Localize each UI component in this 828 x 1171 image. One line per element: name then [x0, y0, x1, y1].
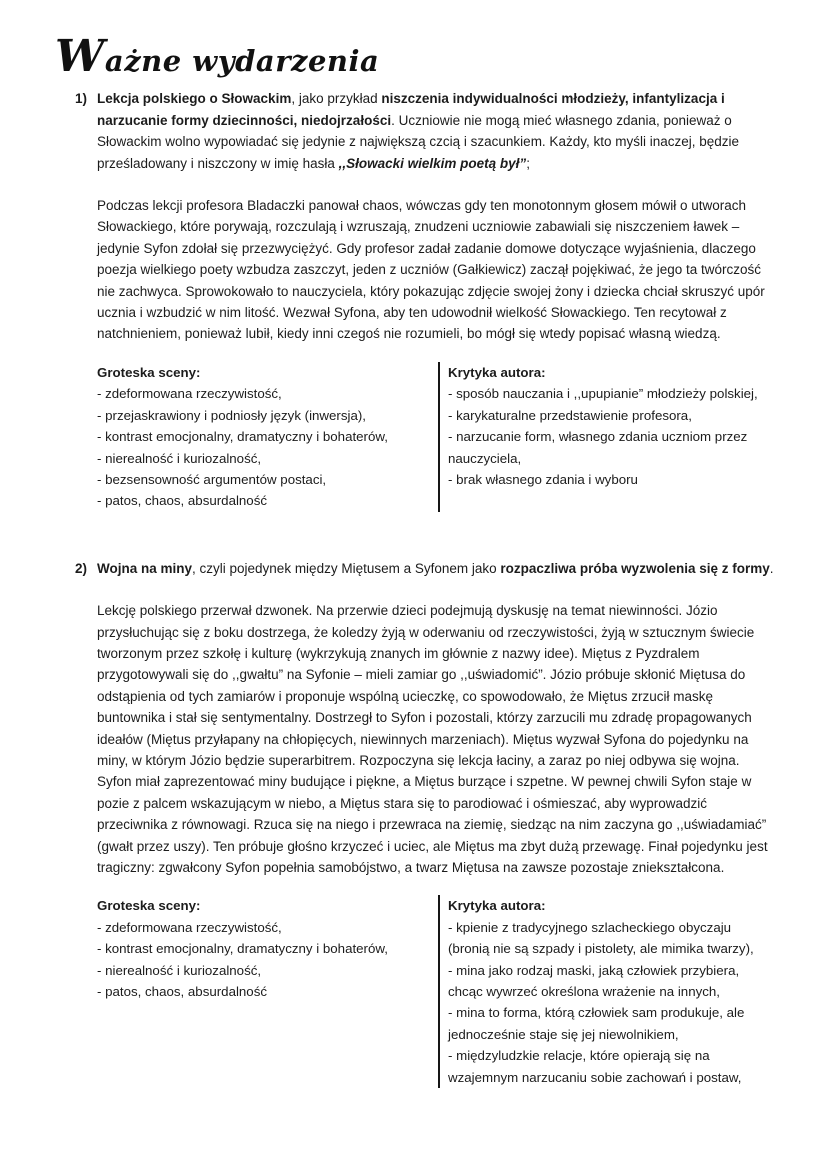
- event-item-1: [75, 88, 775, 511]
- document-title: Ważne wydarzenia: [55, 31, 380, 82]
- item-2-number: 2): [75, 560, 88, 576]
- list-item: - narzucanie form, własnego zdania uczniom przez nauczyciela,: [448, 429, 748, 466]
- criticism-column: [438, 895, 775, 1088]
- criticism-column: [438, 362, 775, 512]
- item-2-lead: [97, 558, 775, 579]
- item-1-lead: [97, 88, 775, 174]
- item-1-analysis-table: [97, 362, 775, 512]
- list-item: - kontrast emocjonalny, dramatyczny i bohaterów,: [97, 429, 388, 445]
- column-header: Groteska sceny:: [97, 364, 201, 380]
- list-item: - mina jako rodzaj maski, jaką człowiek przybiera, chcąc wywrzeć określona wrażenie na innych,: [448, 962, 740, 1000]
- text-segment: .: [769, 560, 774, 576]
- text-segment: ;: [526, 155, 530, 171]
- list-item: - przejaskrawiony i podniosły język (inwersja),: [97, 407, 366, 423]
- text-segment: Lekcja polskiego o Słowackim: [97, 91, 292, 107]
- text-segment: niszczenia indywidualności młodzieży, infantylizacja i narzucanie formy dziecinności, niedojrzałości: [97, 91, 725, 128]
- item-1-paragraph: Podczas lekcji profesora Bladaczki panował chaos, wówczas gdy ten monotonnym głosem mówił o utworach Słowackiego, które porywają, rozczulają i wzruszają, znudzeni uczniowie zabawiali się niszczeniem ławek – jedynie Syfon zdołał się przezwyciężyć. Gdy profesor zadał zadanie domowe dotyczące wyjaśnienia, dlaczego poezja wielkiego poety wzbudza zaszczyt, jeden z uczniów (Gałkiewicz) zaczął pojękiwać, że jego ta twórczość nie zachwyca. Sprowokowało to nauczyciela, który pokazując zdjęcie swojej żony i dziecka chciał skruszyć upór ucznia i wzbudzić w nim litość. Wezwał Syfona, aby ten udowodnił wielkość Słowackiego. Ten recytował z natchnieniem, ponieważ lubił, kiedy inni czegoś nie rozumieli, bo mógł się wtedy popisać własną wiedzą.: [97, 198, 765, 342]
- list-item: - karykaturalne przedstawienie profesora,: [448, 407, 692, 423]
- list-item: - mina to forma, którą człowiek sam produkuje, ale jednocześnie staje się jej niewolnikiem,: [448, 1005, 745, 1042]
- list-item: - kpienie z tradycyjnego szlacheckiego obyczaju (bronią nie są szpady i pistolety, ale mimika twarzy),: [448, 919, 754, 957]
- list-item: - bezsensowność argumentów postaci,: [97, 471, 327, 487]
- item-2-paragraph: Lekcję polskiego przerwał dzwonek. Na przerwie dzieci podejmują dyskusję na temat niewinności. Józio przysłuchując się z boku dostrzega, że koledzy żyją w oderwaniu od rzeczywistości, żyją w sztucznym świecie tworzonym przez szkołę i kulturę (wykrzykują znanych im głównie z nazwy idee). Miętus z Pyzdralem przygotowywali się do ,,gwałtu” na Syfonie – mieli zamiar go ,,uświadomić”. Józio próbuje skłonić Miętusa do odstąpienia od tych zamiarów i proponuje wspólną ucieczkę, co spowodowało, że Miętus zrzucił maskę buntownika i stał się sentymentalny. Dostrzegł to Syfon i pozostali, którzy zarzucili mu zdradę propagowanych ideałów (Miętus przyłapany na chłopięcych, niewinnych marzeniach). Miętus wyzwał Syfona do pojedynku na miny, w którym Józio będzie superarbitrem. Rozpoczyna się lekcja łaciny, a zaraz po niej odbywa się wojna. Syfon miał zaprezentować miny budujące i piękne, a Miętus burzące i szpetne. W pewnej chwili Syfon staje w pozie z palcem wskazującym w niebo, a Miętus stara się to parodiować i ośmieszać, aby wyprowadzić przeciwnika z równowagi. Rzuca się na niego i przewraca na ziemię, siedząc na nim zaczyna go ,,uświadamiać” (gwałt przez uszy). Ten próbuje głośno krzyczeć i uciec, ale Miętus ma zbyt dużą przewagę. Finał pojedynku jest tragiczny: zgwałcony Syfon popełnia samobójstwo, a twarz Miętusa na zawsze pozostaje zniekształcona.: [97, 603, 768, 875]
- column-header: Krytyka autora:: [448, 898, 546, 914]
- text-segment: . Uczniowie nie mogą mieć własnego zdania, ponieważ o Słowackim wolno wypowiadać się jedynie z największą czcią i szacunkiem. Każdy, kto myśli inaczej, będzie prześladowany i niszczony w imię hasła: [97, 112, 740, 171]
- text-segment: Wojna na miny: [97, 560, 193, 576]
- list-item: - nierealność i kuriozalność,: [97, 450, 262, 466]
- item-1-number: 1): [75, 91, 88, 107]
- column-header: Groteska sceny:: [97, 898, 201, 914]
- item-1-body: [97, 88, 775, 511]
- text-segment: , czyli pojedynek między Miętusem a Syfonem jako: [192, 560, 501, 576]
- grotesque-column: [97, 362, 438, 512]
- list-item: - patos, chaos, absurdalność: [97, 493, 268, 509]
- list-item: - zdeformowana rzeczywistość,: [97, 386, 282, 402]
- column-header: Krytyka autora:: [448, 364, 546, 380]
- list-item: - kontrast emocjonalny, dramatyczny i bohaterów,: [97, 941, 388, 957]
- item-2-body: [97, 558, 775, 1088]
- quoted-motto: ,,Słowacki wielkim poetą był”: [338, 155, 527, 171]
- list-item: - sposób nauczania i ,,upupianie” młodzieży polskiej,: [448, 386, 758, 402]
- list-item: - zdeformowana rzeczywistość,: [97, 919, 282, 935]
- item-2-analysis-table: [97, 895, 775, 1088]
- list-item: - brak własnego zdania i wyboru: [448, 471, 638, 487]
- text-segment: , jako przykład: [291, 91, 382, 107]
- list-item: - patos, chaos, absurdalność: [97, 984, 268, 1000]
- list-item: - międzyludzkie relacje, które opierają się na wzajemnym narzucaniu sobie zachowań i postaw,: [448, 1048, 742, 1085]
- grotesque-column: [97, 895, 438, 1088]
- list-item: - nierealność i kuriozalność,: [97, 962, 262, 978]
- event-item-2: [75, 558, 775, 1088]
- text-segment: rozpaczliwa próba wyzwolenia się z formy: [500, 560, 770, 576]
